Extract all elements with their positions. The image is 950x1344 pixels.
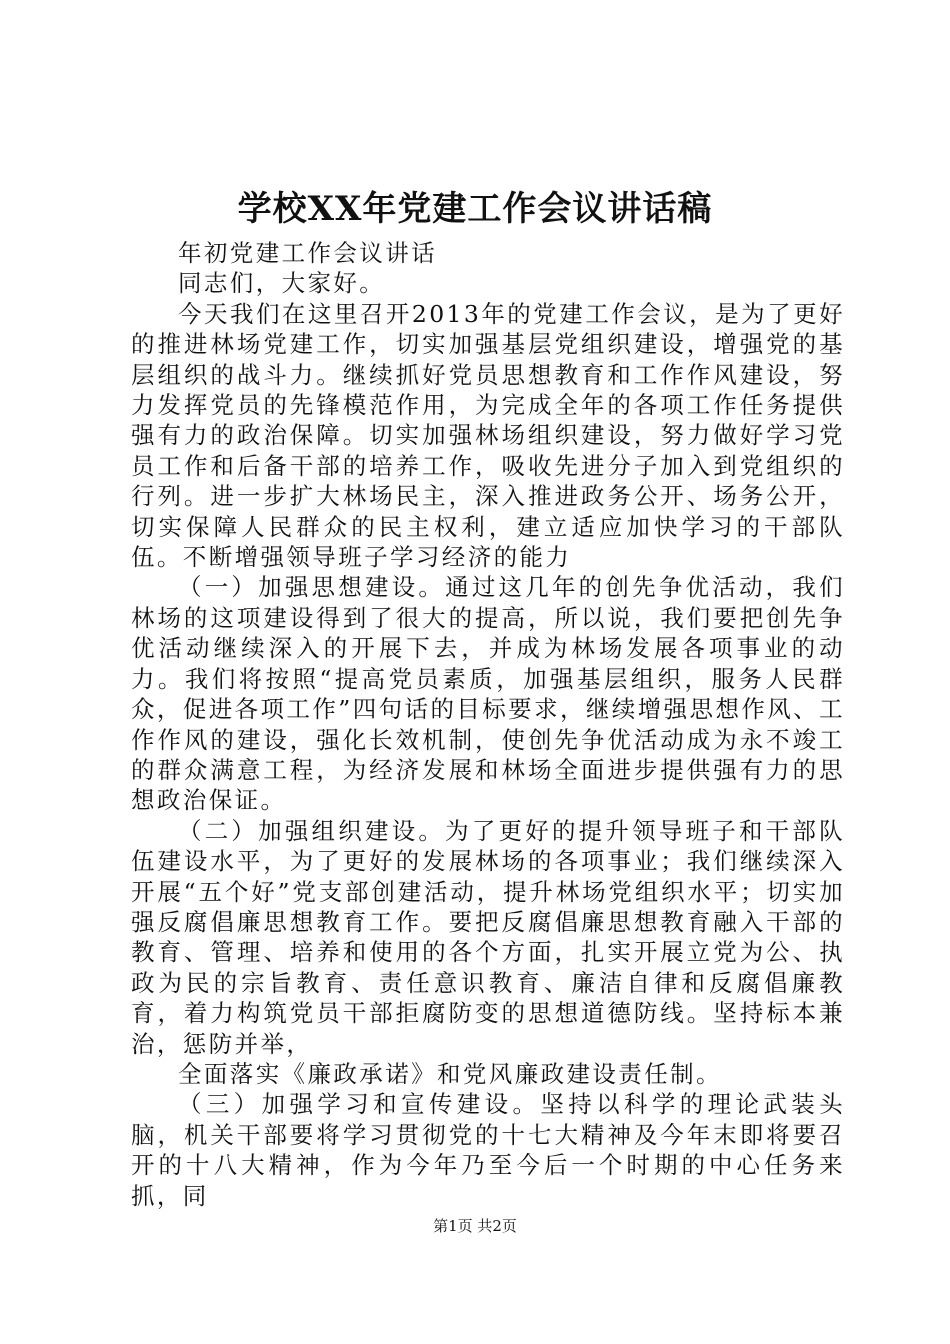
document-body: [131, 238, 845, 1211]
paragraph-intro: 今天我们在这里召开2013年的党建工作会议，是为了更好的推进林场党建工作，切实加强基层党组织建设，增强党的基层组织的战斗力。继续抓好党员思想教育和工作作风建设，努力发挥党员的先锋模范作用，为完成全年的各项工作任务提供强有力的政治保障。切实加强林场组织建设，努力做好学习党员工作和后备干部的培养工作，吸收先进分子加入到党组织的行列。进一步扩大林场民主，深入推进政务公开、场务公开，切实保障人民群众的民主权利，建立适应加快学习的干部队伍。不断增强领导班子学习经济的能力: [131, 299, 845, 572]
document-title: 学校XX年党建工作会议讲话稿: [237, 189, 713, 229]
paragraph-section-2: （二）加强组织建设。为了更好的提升领导班子和干部队伍建设水平，为了更好的发展林场的各项事业；我们继续深入开展“五个好”党支部创建活动，提升林场党组织水平；切实加强反腐倡廉思想教育工作。要把反腐倡廉思想教育融入干部的教育、管理、培养和使用的各个方面，扎实开展立党为公、执政为民的宗旨教育、责任意识教育、廉洁自律和反腐倡廉教育，着力构筑党员干部拒腐防变的思想道德防线。坚持标本兼治，惩防并举，: [131, 816, 845, 1058]
paragraph-greeting: 同志们，大家好。: [178, 269, 386, 298]
paragraph-section-1: （一）加强思想建设。通过这几年的创先争优活动，我们林场的这项建设得到了很大的提高，所以说，我们要把创先争优活动继续深入的开展下去，并成为林场发展各项事业的动力。我们将按照“提高党员素质，加强基层组织，服务人民群众，促进各项工作”四句话的目标要求，继续增强思想作风、工作作风的建设，强化长效机制，使创先争优活动成为永不竣工的群众满意工程，为经济发展和林场全面进步提供强有力的思想政治保证。: [131, 573, 845, 815]
paragraph-section-3: （三）加强学习和宣传建设。坚持以科学的理论武装头脑，机关干部要将学习贯彻党的十七大精神及今年末即将要召开的十八大精神，作为今年乃至今后一个时期的中心任务来抓，同: [131, 1090, 845, 1210]
page-footer: 第1页 共2页: [433, 1217, 517, 1235]
paragraph-subtitle: 年初党建工作会议讲话: [178, 239, 437, 267]
paragraph-section-2-cont: 全面落实《廉政承诺》和党风廉政建设责任制。: [178, 1059, 722, 1088]
